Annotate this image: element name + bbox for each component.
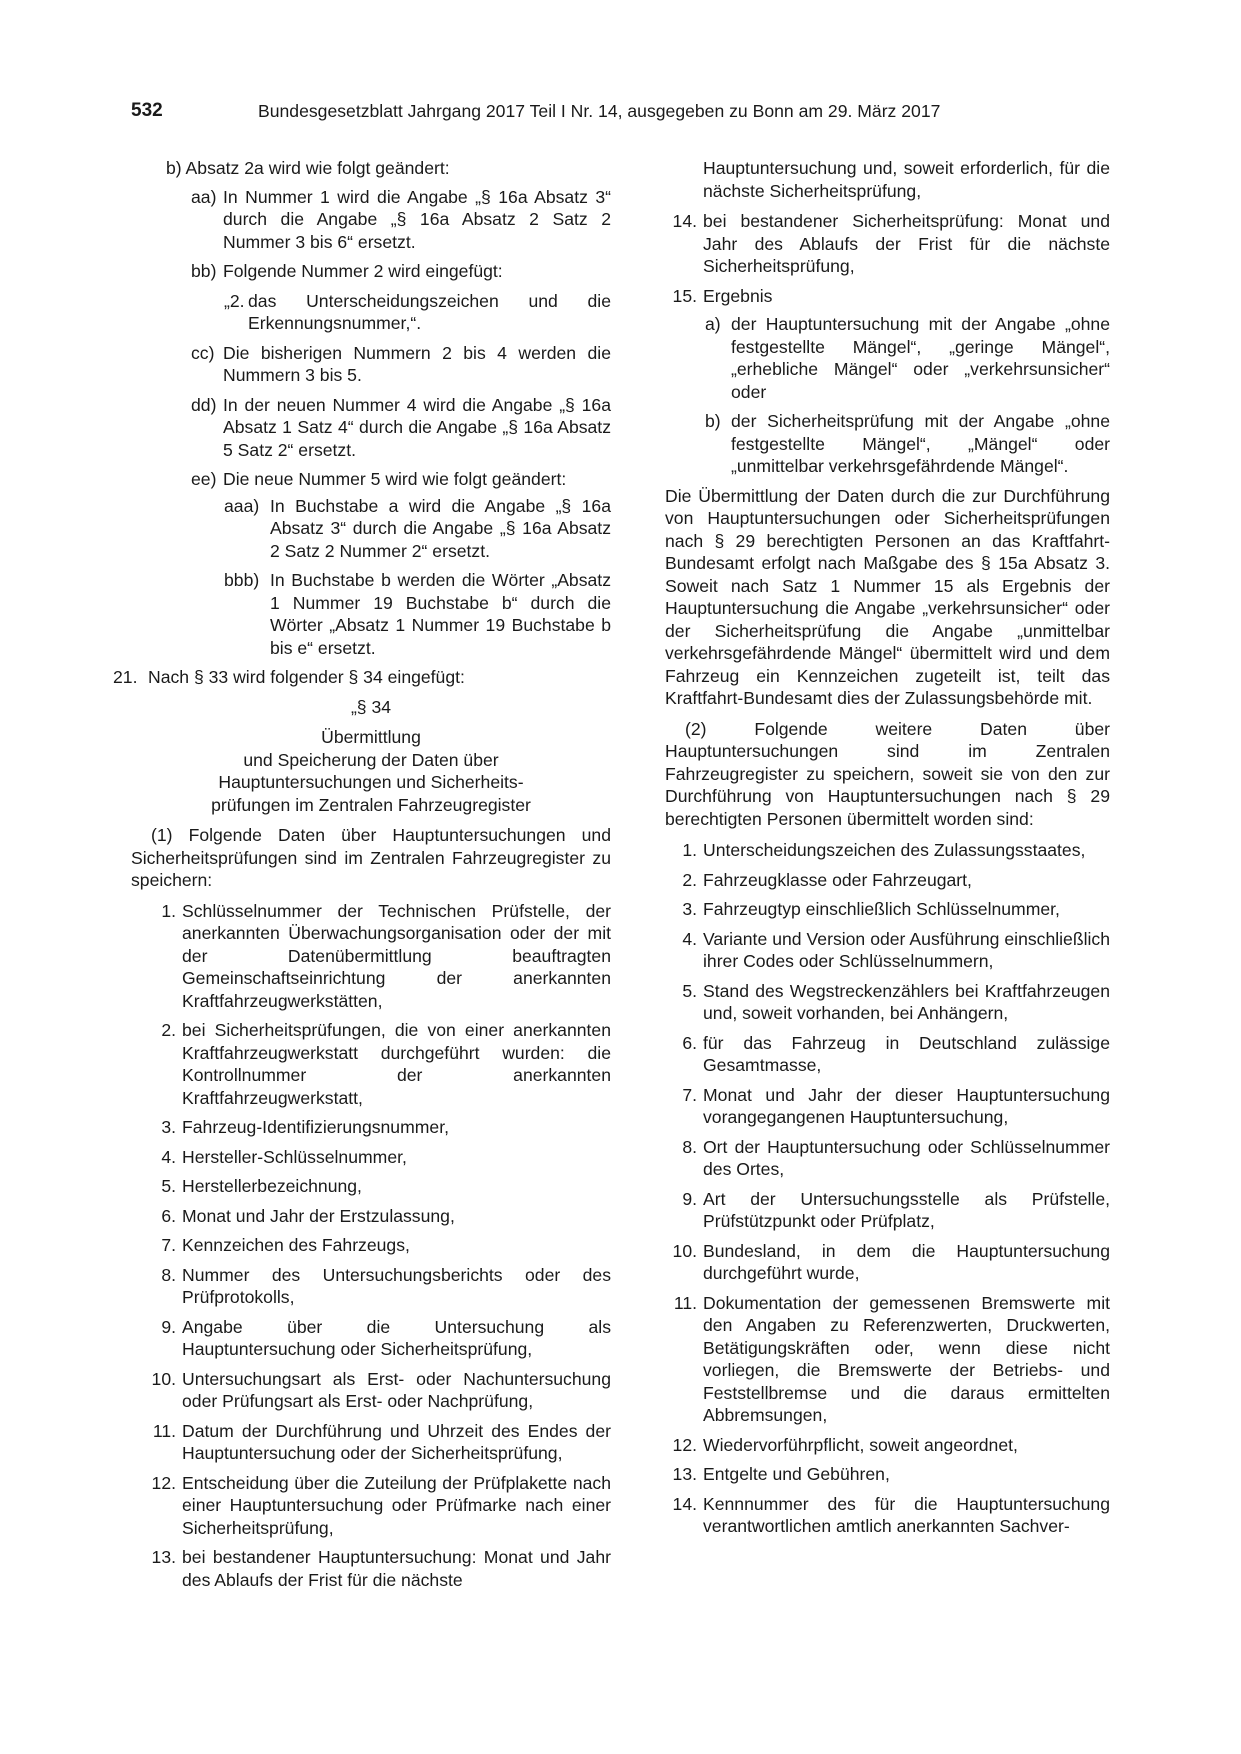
list-para1	[131, 900, 611, 1592]
amendment-label: ee)	[191, 469, 217, 489]
list-label: a)	[705, 314, 721, 334]
amendment-text: Die bisherigen Nummern 2 bis 4 werden die Nummern 3 bis 5.	[223, 342, 611, 385]
list-item	[131, 1019, 611, 1109]
list-item	[665, 1434, 1110, 1457]
list-label: 4.	[161, 1146, 176, 1167]
amendment-label: bb)	[191, 261, 217, 281]
list-text: Schlüsselnummer der Technischen Prüfstelle, der anerkannten Überwachungsorganisation oder der mit der Datenübermittlung beauftragten Gemeinschaftseinrichtung der anerkannten Kraftfahrzeugwerkstätten,	[182, 900, 611, 1011]
list-item	[665, 1493, 1110, 1538]
list-label: 11.	[152, 1420, 176, 1441]
paragraph-2: (2) Folgende weitere Daten über Hauptuntersuchungen sind im Zentralen Fahrzeugregister zu speichern, soweit sie von den zur Durchführung von Hauptuntersuchungen nach § 29 berechtigten Personen übermittelt worden sind:	[665, 718, 1110, 829]
list-label: 2.	[682, 869, 697, 890]
list-text: Stand des Wegstreckenzählers bei Kraftfahrzeugen und, soweit vorhanden, bei Anhängern,	[703, 980, 1110, 1023]
list-text: Unterscheidungszeichen des Zulassungsstaates,	[703, 840, 1086, 860]
amendment-text: In Buchstabe a wird die Angabe „§ 16a Absatz 3“ durch die Angabe „§ 16a Absatz 2 Satz 2 Nummer 2“ ersetzt.	[270, 495, 611, 561]
list-item-15a	[665, 313, 1110, 403]
amendment-text: In Nummer 1 wird die Angabe „§ 16a Absatz 3“ durch die Angabe „§ 16a Absatz 2 Satz 2 Nummer 3 bis 6“ ersetzt.	[223, 186, 611, 252]
list-label: 13.	[151, 1547, 176, 1567]
list-label: 15.	[672, 285, 697, 306]
left-column	[113, 157, 611, 1598]
section-title-line: prüfungen im Zentralen Fahrzeugregister	[211, 794, 531, 815]
section-title-line: Hauptuntersuchungen und Sicherheits-	[218, 772, 524, 792]
list-item	[131, 1234, 611, 1257]
list-item	[665, 839, 1110, 862]
list-item	[131, 1205, 611, 1228]
amendment-label: aa)	[191, 186, 217, 207]
list-text: Angabe über die Untersuchung als Hauptuntersuchung oder Sicherheitsprüfung,	[182, 1316, 611, 1359]
paragraph-1: (1) Folgende Daten über Hauptuntersuchungen und Sicherheitsprüfungen sind im Zentralen Fahrzeugregister zu speichern:	[131, 825, 611, 890]
list-text: bei bestandener Hauptuntersuchung: Monat und Jahr des Ablaufs der Frist für die nächste	[182, 1547, 611, 1590]
list-item	[131, 1146, 611, 1169]
list-item	[131, 1472, 611, 1540]
list-label: 7.	[682, 1084, 697, 1105]
list-text: Bundesland, in dem die Hauptuntersuchung durchgeführt wurde,	[703, 1240, 1110, 1283]
list-label: 3.	[161, 1117, 176, 1137]
amendment-text: Nach § 33 wird folgender § 34 eingefügt:	[148, 667, 465, 687]
list-text: Untersuchungsart als Erst- oder Nachuntersuchung oder Prüfungsart als Erst- oder Nachprüfung,	[182, 1368, 611, 1411]
list-label: b)	[705, 411, 721, 431]
section-heading	[131, 696, 611, 817]
list-text: Ergebnis	[703, 285, 773, 306]
list-item	[665, 1136, 1110, 1181]
list-item	[665, 928, 1110, 973]
right-column	[665, 157, 1110, 1545]
list-text: Wiedervorführpflicht, soweit angeordnet,	[703, 1434, 1018, 1455]
list-label: 7.	[161, 1235, 176, 1255]
list-para2	[665, 839, 1110, 1538]
quote-label: „2.	[224, 290, 245, 311]
list-label: 14.	[672, 211, 697, 231]
list-label: 6.	[161, 1205, 176, 1226]
list-text: Nummer des Untersuchungsberichts oder des Prüfprotokolls,	[182, 1264, 611, 1307]
list-text: Monat und Jahr der dieser Hauptuntersuchung vorangegangenen Hauptuntersuchung,	[703, 1084, 1110, 1127]
list-label: 10.	[151, 1368, 176, 1389]
paragraph-uebermittlung: Die Übermittlung der Daten durch die zur Durchführung von Hauptuntersuchungen oder Sicherheitsprüfungen nach § 29 berechtigten Personen an das Kraftfahrt-Bundesamt erfolgt nach Maßgabe des § 15a Absatz 3. Soweit nach Satz 1 Nummer 15 als Ergebnis der Hauptuntersuchung die Angabe „verkehrsunsicher“ oder der Sicherheitsprüfung die Angabe „unmittelbar verkehrsgefährdende Mängel“ übermittelt wird und dem Fahrzeug ein Kennzeichen zugeteilt ist, teilt das Kraftfahrt-Bundesamt dies der Zulassungsbehörde mit.	[665, 485, 1110, 708]
quote-text: das Unterscheidungszeichen und die Erkennungsnummer,“.	[248, 290, 611, 333]
amendment-text: Die neue Nummer 5 wird wie folgt geändert:	[223, 469, 567, 489]
amendment-aa	[131, 186, 611, 254]
list-label: 9.	[161, 1316, 176, 1337]
list-item	[131, 1368, 611, 1413]
list-text: Hersteller-Schlüsselnummer,	[182, 1146, 407, 1167]
list-label: 3.	[682, 899, 697, 919]
list-label: 14.	[672, 1493, 697, 1514]
list-text: bei bestandener Sicherheitsprüfung: Monat und Jahr des Ablaufs der Frist für die nächste Sicherheitsprüfung,	[703, 211, 1110, 276]
list-text: Entscheidung über die Zuteilung der Prüfplakette nach einer Hauptuntersuchung oder Prüfmarke nach einer Sicherheitsprüfung,	[182, 1472, 611, 1538]
list-item	[665, 1463, 1110, 1486]
list-item	[665, 1084, 1110, 1129]
list-text: der Hauptuntersuchung mit der Angabe „ohne festgestellte Mängel“, „geringe Mängel“, „erhebliche Mängel“ oder „verkehrsunsicher“ oder	[731, 314, 1110, 402]
list-item	[131, 1420, 611, 1465]
amendment-label: bbb)	[224, 570, 260, 590]
continued-item-13: Hauptuntersuchung und, soweit erforderlich, für die nächste Sicherheitsprüfung,	[703, 158, 1110, 201]
list-label: 2.	[161, 1020, 176, 1040]
list-item-14	[665, 210, 1110, 278]
amendment-bb-quote	[131, 290, 611, 335]
section-number: „§ 34	[350, 696, 392, 717]
list-label: 8.	[682, 1136, 697, 1157]
list-label: 12.	[672, 1434, 697, 1455]
list-item-15	[665, 285, 1110, 308]
list-text: Ort der Hauptuntersuchung oder Schlüsselnummer des Ortes,	[703, 1136, 1110, 1179]
amendment-label: aaa)	[224, 495, 260, 516]
list-text: Fahrzeugtyp einschließlich Schlüsselnummer,	[703, 899, 1060, 919]
page-number: 532	[131, 100, 163, 121]
amendment-label: cc)	[191, 342, 215, 363]
list-item	[131, 900, 611, 1013]
amendment-b-line: b) Absatz 2a wird wie folgt geändert:	[166, 158, 450, 178]
list-text: Art der Untersuchungsstelle als Prüfstelle, Prüfstützpunkt oder Prüfplatz,	[703, 1188, 1110, 1231]
list-text: Kennzeichen des Fahrzeugs,	[182, 1235, 410, 1255]
list-label: 5.	[161, 1176, 176, 1196]
list-text: Variante und Version oder Ausführung einschließlich ihrer Codes oder Schlüsselnummern,	[703, 928, 1110, 971]
list-text: der Sicherheitsprüfung mit der Angabe „ohne festgestellte Mängel“, „Mängel“ oder „unmittelbar verkehrsgefährdende Mängel“.	[731, 411, 1110, 476]
amendment-aaa	[131, 495, 611, 563]
list-item	[131, 1546, 611, 1591]
amendment-ee	[131, 468, 611, 491]
section-title-line: Übermittlung	[321, 727, 421, 747]
list-label: 5.	[682, 980, 697, 1001]
list-item	[131, 1175, 611, 1198]
amendment-text: In der neuen Nummer 4 wird die Angabe „§ 16a Absatz 1 Satz 4“ durch die Angabe „§ 16a Absatz 5 Satz 2“ ersetzt.	[223, 394, 611, 460]
list-text: Kennnummer des für die Hauptuntersuchung verantwortlichen amtlich anerkannten Sachver-	[703, 1493, 1110, 1536]
list-label: 9.	[682, 1188, 697, 1209]
list-item	[665, 1032, 1110, 1077]
list-label: 6.	[682, 1032, 697, 1053]
list-text: Fahrzeugklasse oder Fahrzeugart,	[703, 869, 972, 890]
list-label: 10.	[672, 1240, 697, 1261]
list-text: Herstellerbezeichnung,	[182, 1176, 362, 1196]
list-text: Entgelte und Gebühren,	[703, 1464, 890, 1484]
list-item	[665, 1188, 1110, 1233]
amendment-text: Folgende Nummer 2 wird eingefügt:	[223, 261, 503, 281]
list-text: Monat und Jahr der Erstzulassung,	[182, 1205, 455, 1226]
list-item	[665, 898, 1110, 921]
list-item	[665, 980, 1110, 1025]
amendment-bbb	[131, 569, 611, 659]
amendment-label: dd)	[191, 394, 217, 415]
list-label: 12.	[151, 1472, 176, 1493]
list-label: 1.	[161, 900, 176, 921]
list-text: bei Sicherheitsprüfungen, die von einer anerkannten Kraftfahrzeugwerkstatt durchgeführt wurden: die Kontrollnummer der anerkannten Kraftfahrzeugwerkstatt,	[182, 1020, 611, 1108]
amendment-cc	[131, 342, 611, 387]
amendment-21	[113, 666, 611, 689]
amendment-label: 21.	[113, 667, 138, 687]
list-label: 8.	[161, 1264, 176, 1285]
section-title-line: und Speicherung der Daten über	[243, 749, 499, 770]
amendment-bb	[131, 260, 611, 283]
list-item-15b	[665, 410, 1110, 478]
list-item	[131, 1264, 611, 1309]
list-text: Fahrzeug-Identifizierungsnummer,	[182, 1117, 449, 1137]
list-item	[665, 869, 1110, 892]
running-head: Bundesgesetzblatt Jahrgang 2017 Teil I Nr. 14, ausgegeben zu Bonn am 29. März 2017	[258, 101, 941, 121]
list-text: für das Fahrzeug in Deutschland zulässige Gesamtmasse,	[703, 1032, 1110, 1075]
list-label: 1.	[682, 840, 697, 860]
amendment-text: In Buchstabe b werden die Wörter „Absatz 1 Nummer 19 Buchstabe b“ durch die Wörter „Absatz 1 Nummer 19 Buchstabe b bis e“ ersetzt.	[270, 570, 611, 658]
list-item	[665, 1292, 1110, 1427]
list-text: Dokumentation der gemessenen Bremswerte mit den Angaben zu Referenzwerten, Druckwerten, Betätigungskräften oder, wenn diese nicht vorliegen, die Bremswerte der Betriebs- und Feststellbremse und die daraus ermittelten Abbremsungen,	[703, 1292, 1110, 1425]
list-label: 11.	[673, 1292, 697, 1313]
list-item	[665, 1240, 1110, 1285]
list-text: Datum der Durchführung und Uhrzeit des Endes der Hauptuntersuchung oder der Sicherheitsprüfung,	[182, 1420, 611, 1463]
list-item	[131, 1316, 611, 1361]
list-label: 4.	[682, 928, 697, 949]
list-item	[131, 1116, 611, 1139]
amendment-dd	[131, 394, 611, 462]
list-label: 13.	[672, 1464, 697, 1484]
